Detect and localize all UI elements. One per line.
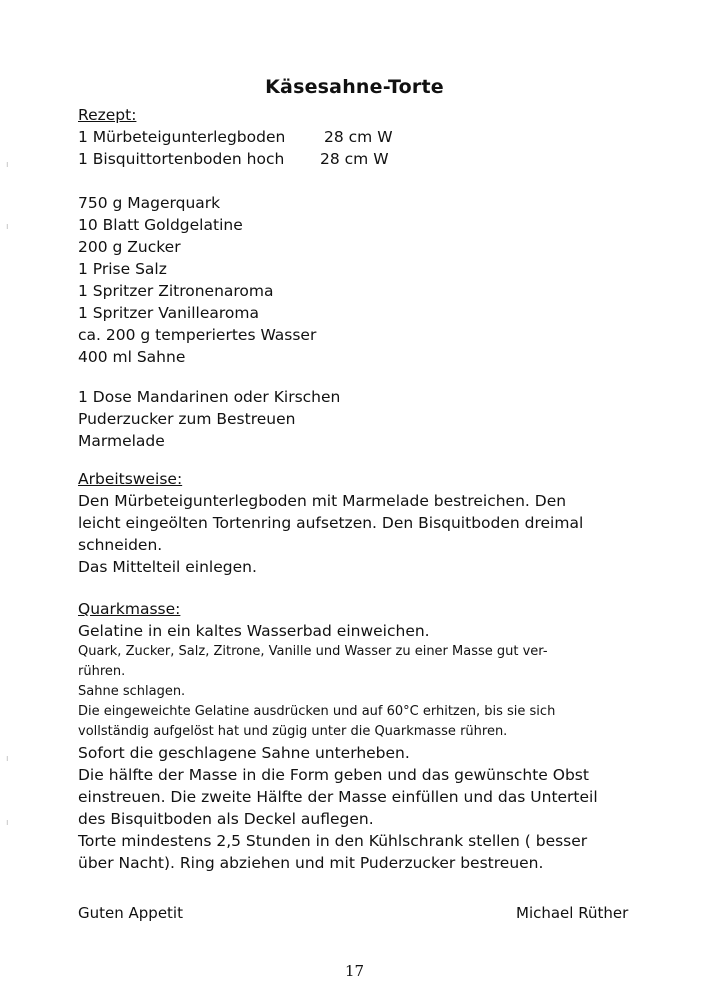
extra-item: Puderzucker zum Bestreuen	[78, 410, 296, 428]
paragraph-line: schneiden.	[78, 536, 163, 554]
ingredient-list	[78, 192, 658, 368]
paragraph-line: Die hälfte der Masse in die Form geben und das gewünschte Obst	[78, 766, 589, 784]
paragraph-line: Das Mittelteil einlegen.	[78, 558, 257, 576]
quarkmasse-heading: Quarkmasse:	[78, 600, 181, 618]
paragraph-line: des Bisquitboden als Deckel auflegen.	[78, 810, 374, 828]
ingredient-item: 1 Prise Salz	[78, 260, 167, 278]
ingredient-item: 400 ml Sahne	[78, 348, 186, 366]
ingredient-item: 10 Blatt Goldgelatine	[78, 216, 243, 234]
base-line-2	[78, 148, 658, 170]
paragraph-line: Gelatine in ein kaltes Wasserbad einweichen.	[78, 622, 430, 640]
paragraph-line: Den Mürbeteigunterlegboden mit Marmelade bestreichen. Den	[78, 492, 567, 510]
scan-mark: ı	[6, 754, 9, 764]
paragraph-line-small: rühren.	[78, 664, 126, 679]
recipe-title: Käsesahne-Torte	[265, 76, 444, 98]
base-size: 28 cm W	[320, 150, 389, 168]
greeting: Guten Appetit	[78, 904, 183, 922]
paragraph-line: Sofort die geschlagene Sahne unterheben.	[78, 744, 410, 762]
rezept-section	[78, 104, 658, 170]
extra-item: Marmelade	[78, 432, 165, 450]
ingredient-item: 750 g Magerquark	[78, 194, 221, 212]
base-line-1	[78, 126, 658, 148]
ingredient-item: 1 Spritzer Zitronenaroma	[78, 282, 274, 300]
scan-mark: ı	[6, 160, 9, 170]
paragraph-line: leicht eingeölten Tortenring aufsetzen. Den Bisquitboden dreimal	[78, 514, 584, 532]
extra-item: 1 Dose Mandarinen oder Kirschen	[78, 388, 341, 406]
paragraph-line-small: Quark, Zucker, Salz, Zitrone, Vanille und Wasser zu einer Masse gut ver-	[78, 644, 548, 659]
paragraph-line-small: vollständig aufgelöst hat und zügig unter die Quarkmasse rühren.	[78, 724, 508, 739]
paragraph-line: Torte mindestens 2,5 Stunden in den Kühlschrank stellen ( besser	[78, 832, 588, 850]
base-size: 28 cm W	[324, 128, 393, 146]
arbeitsweise-section	[78, 468, 658, 578]
scan-mark: ı	[6, 222, 9, 232]
paragraph-line-small: Die eingeweichte Gelatine ausdrücken und auf 60°C erhitzen, bis sie sich	[78, 704, 556, 719]
base-name: 1 Bisquittortenboden hoch	[78, 150, 285, 168]
scan-mark: ı	[6, 818, 9, 828]
paragraph-line-small: Sahne schlagen.	[78, 684, 186, 699]
quarkmasse-section	[78, 598, 658, 874]
paragraph-line: über Nacht). Ring abziehen und mit Puderzucker bestreuen.	[78, 854, 544, 872]
ingredient-item: 200 g Zucker	[78, 238, 181, 256]
paragraph-line: einstreuen. Die zweite Hälfte der Masse einfüllen und das Unterteil	[78, 788, 598, 806]
ingredient-item: 1 Spritzer Vanillearoma	[78, 304, 259, 322]
author-name: Michael Rüther	[516, 904, 629, 922]
rezept-heading: Rezept:	[78, 106, 137, 124]
ingredient-item: ca. 200 g temperiertes Wasser	[78, 326, 317, 344]
extras-list	[78, 386, 658, 452]
page-number: 17	[344, 962, 365, 980]
base-name: 1 Mürbeteigunterlegboden	[78, 128, 286, 146]
arbeitsweise-heading: Arbeitsweise:	[78, 470, 183, 488]
